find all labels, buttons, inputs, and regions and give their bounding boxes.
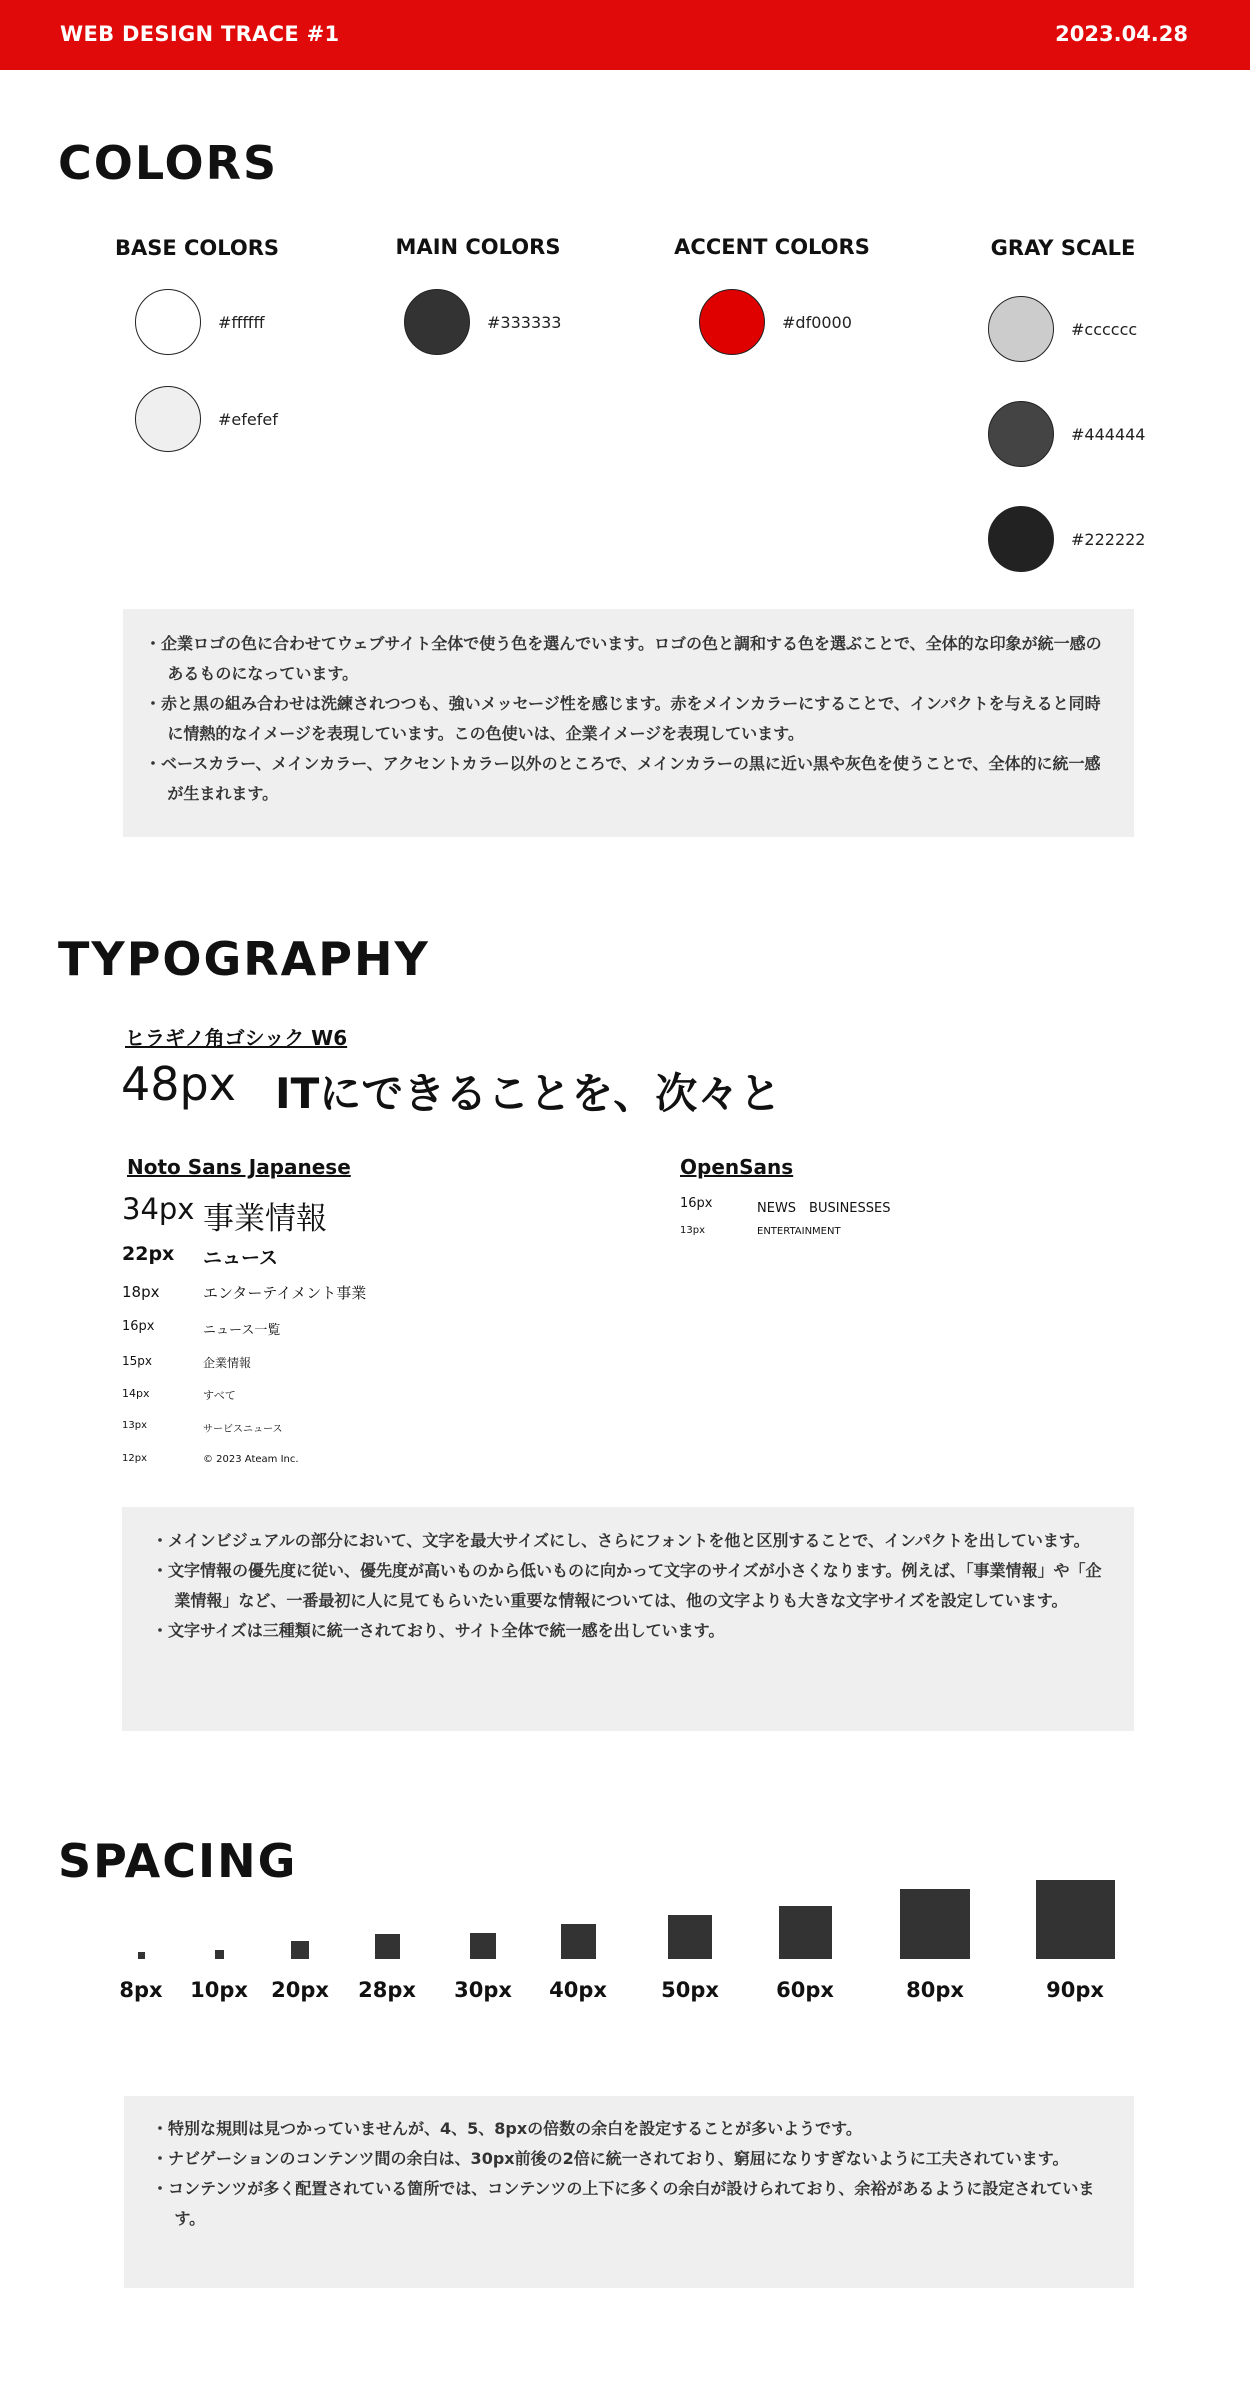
noto-sample-14: すべて: [203, 1389, 236, 1402]
typography-note-2: ・文字情報の優先度に従い、優先度が高いものから低いものに向かって文字のサイズが小さくなります。例えば、「事業情報」や「企業情報」など、一番最初に人に見てもらいたい重要な情報については、他の文字よりも大きな文字サイズを設定しています。: [152, 1561, 1102, 1610]
typography-notes: [122, 1507, 1134, 1731]
noto-sample-18: エンターテイメント事業: [203, 1284, 367, 1302]
spacing-label-28: 28px: [358, 1978, 416, 2002]
typography-note-1: ・メインビジュアルの部分において、文字を最大サイズにし、さらにフォントを他と区別することで、インパクトを出しています。: [152, 1531, 1090, 1550]
swatch-base-1: [135, 289, 201, 355]
swatch-base-2-hex: #efefef: [218, 410, 278, 429]
spacing-label-80: 80px: [906, 1978, 964, 2002]
spacing-square-60: [779, 1906, 832, 1959]
spacing-note-3: ・コンテンツが多く配置されている箇所では、コンテンツの上下に多くの余白が設けられており、余裕があるように設定されています。: [152, 2179, 1095, 2228]
colors-heading: COLORS: [58, 136, 279, 190]
header-title: WEB DESIGN TRACE #1: [60, 22, 340, 46]
spacing-heading: SPACING: [58, 1834, 298, 1888]
spacing-square-20: [291, 1941, 309, 1959]
spacing-note-1: ・特別な規則は見つかっていませんが、4、5、8pxの倍数の余白を設定することが多いようです。: [152, 2119, 862, 2138]
colors-note-1: ・企業ロゴの色に合わせてウェブサイト全体で使う色を選んでいます。ロゴの色と調和する色を選ぶことで、全体的な印象が統一感のあるものになっています。: [145, 634, 1102, 683]
typography-heading: TYPOGRAPHY: [58, 932, 430, 986]
noto-size-34: 34px: [122, 1192, 195, 1226]
header-date: 2023.04.28: [1055, 22, 1188, 46]
spacing-square-8: [138, 1952, 145, 1959]
noto-sample-22: ニュース: [203, 1247, 279, 1269]
noto-sample-12: © 2023 Ateam Inc.: [203, 1454, 299, 1465]
main-colors-title: MAIN COLORS: [395, 235, 561, 259]
swatch-gray-3: [988, 506, 1054, 572]
spacing-square-10: [215, 1950, 224, 1959]
colors-note-3: ・ベースカラー、メインカラー、アクセントカラー以外のところで、メインカラーの黒に近い黒や灰色を使うことで、全体的に統一感が生まれます。: [145, 754, 1101, 803]
swatch-gray-2-hex: #444444: [1071, 425, 1146, 444]
spacing-notes: [124, 2096, 1134, 2288]
noto-sample-15: 企業情報: [203, 1356, 252, 1370]
noto-sample-13: サービスニュース: [203, 1424, 283, 1435]
noto-font-name: Noto Sans Japanese: [127, 1155, 351, 1179]
spacing-label-60: 60px: [776, 1978, 834, 2002]
swatch-main-1: [404, 289, 470, 355]
noto-size-16: 16px: [122, 1319, 155, 1334]
hiragino-sample: ITにできることを、次々と: [275, 1069, 782, 1118]
spacing-label-90: 90px: [1046, 1978, 1104, 2002]
swatch-gray-3-hex: #222222: [1071, 530, 1146, 549]
noto-size-18: 18px: [122, 1283, 160, 1301]
spacing-label-50: 50px: [661, 1978, 719, 2002]
opensans-sample-16: NEWS BUSINESSES: [757, 1201, 891, 1216]
spacing-scale: [0, 1870, 1250, 2010]
spacing-square-90: [1036, 1880, 1115, 1959]
noto-size-15: 15px: [122, 1354, 152, 1368]
noto-sample-34: 事業情報: [203, 1201, 327, 1237]
spacing-square-28: [375, 1934, 400, 1959]
spacing-label-20: 20px: [271, 1978, 329, 2002]
swatch-gray-1-hex: #cccccc: [1071, 320, 1138, 339]
noto-sample-16: ニュース一覧: [203, 1323, 281, 1338]
colors-notes: [123, 609, 1134, 837]
noto-size-13: 13px: [122, 1420, 147, 1431]
swatch-base-1-hex: #ffffff: [218, 313, 265, 332]
spacing-square-80: [900, 1889, 970, 1959]
hiragino-font-name: ヒラギノ角ゴシック W6: [125, 1026, 348, 1050]
swatch-accent-1: [699, 289, 765, 355]
accent-colors-title: ACCENT COLORS: [674, 235, 870, 259]
colors-note-2: ・赤と黒の組み合わせは洗練されつつも、強いメッセージ性を感じます。赤をメインカラーにすることで、インパクトを与えると同時に情熱的なイメージを表現しています。この色使いは、企業イメージを表現しています。: [145, 694, 1101, 743]
swatch-base-2: [135, 386, 201, 452]
opensans-sample-13: ENTERTAINMENT: [757, 1226, 841, 1237]
spacing-square-40: [561, 1924, 596, 1959]
base-colors-title: BASE COLORS: [114, 236, 280, 260]
typography-note-3: ・文字サイズは三種類に統一されており、サイト全体で統一感を出しています。: [152, 1621, 725, 1640]
spacing-square-50: [668, 1915, 712, 1959]
noto-size-14: 14px: [122, 1387, 150, 1400]
gray-scale-title: GRAY SCALE: [990, 236, 1136, 260]
spacing-note-2: ・ナビゲーションのコンテンツ間の余白は、30px前後の2倍に統一されており、窮屈になりすぎないように工夫されています。: [152, 2149, 1069, 2168]
hiragino-size: 48px: [121, 1057, 236, 1111]
swatch-gray-2: [988, 401, 1054, 467]
opensans-size-16: 16px: [680, 1196, 713, 1211]
noto-size-12: 12px: [122, 1453, 147, 1464]
spacing-square-30: [470, 1933, 496, 1959]
spacing-label-10: 10px: [190, 1978, 248, 2002]
opensans-size-13: 13px: [680, 1225, 705, 1236]
swatch-gray-1: [988, 296, 1054, 362]
swatch-main-1-hex: #333333: [487, 313, 562, 332]
spacing-label-30: 30px: [454, 1978, 512, 2002]
spacing-label-40: 40px: [549, 1978, 607, 2002]
spacing-label-8: 8px: [119, 1978, 163, 2002]
swatch-accent-1-hex: #df0000: [782, 313, 852, 332]
noto-size-22: 22px: [122, 1243, 175, 1265]
opensans-font-name: OpenSans: [680, 1155, 794, 1179]
